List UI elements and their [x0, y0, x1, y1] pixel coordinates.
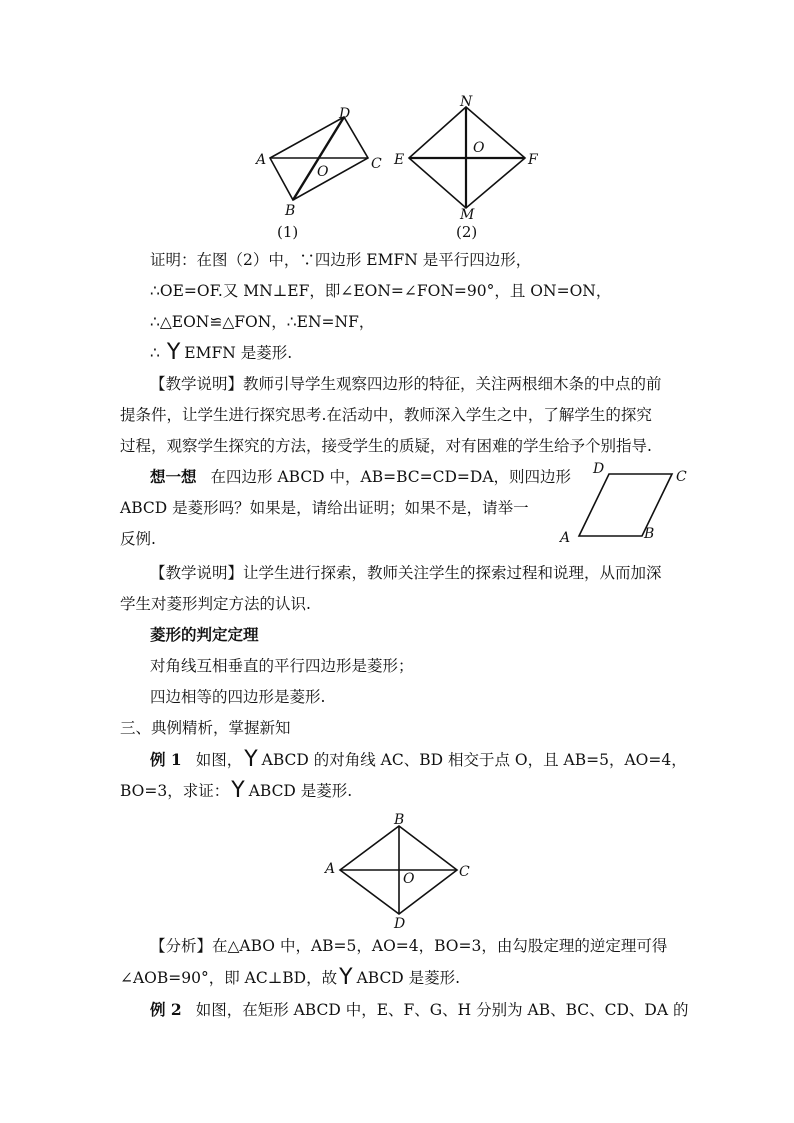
proof-line-3: ∴△EON≌△FON，∴EN=NF， — [150, 313, 375, 331]
label-b: B — [644, 526, 655, 542]
figure-caption-2: (2) — [456, 223, 478, 241]
label-a: A — [560, 530, 571, 546]
label-a: A — [325, 861, 336, 877]
think-line-2: ABCD 是菱形吗？如果是，请给出证明；如果不是，请举一 — [120, 499, 529, 517]
teaching-note-1-line-3: 过程，观察学生探究的方法，接受学生的质疑，对有困难的学生给予个别指导. — [120, 437, 652, 455]
label-d: D — [593, 461, 605, 477]
teaching-note-bracket: 【教学说明】 — [150, 564, 244, 582]
example-1-line-2 — [120, 780, 352, 802]
parallelogram-symbol: Y — [244, 747, 258, 772]
teaching-note-1-line-1 — [150, 373, 662, 395]
therefore-symbol: ∴ — [150, 344, 160, 362]
theorem-title: 菱形的判定定理 — [150, 625, 259, 644]
parallelogram-symbol: Y — [166, 340, 181, 365]
teaching-note-1-line-2: 提条件，让学生进行探究思考.在活动中，教师深入学生之中，了解学生的探究 — [120, 406, 652, 424]
label-e: E — [394, 152, 405, 168]
teaching-note-text: 教师引导学生观察四边形的特征，关注两根细木条的中点的前 — [243, 375, 662, 393]
example-1-text-d: ABCD 是菱形. — [248, 782, 353, 800]
analysis-text-a: ∠AOB=90°，即 AC⊥BD，故 — [120, 969, 338, 987]
think-line-1 — [150, 466, 571, 488]
theorem-item-2: 四边相等的四边形是菱形. — [150, 688, 326, 706]
example-1-line-1 — [150, 749, 687, 771]
think-title: 想一想 — [150, 467, 197, 486]
analysis-text: 在△ABO 中，AB=5，AO=4，BO=3，由勾股定理的逆定理可得 — [212, 937, 668, 955]
parallelogram-symbol: Y — [231, 778, 245, 803]
label-b: B — [394, 812, 405, 828]
label-o: O — [473, 140, 485, 156]
label-o: O — [403, 871, 415, 887]
figure-2-rhombus — [390, 92, 550, 242]
label-o: O — [317, 164, 329, 180]
proof-line-4 — [150, 342, 292, 364]
label-c: C — [371, 156, 382, 172]
example-1-text-c: BO=3，求证： — [120, 782, 230, 800]
analysis-bracket: 【分析】 — [150, 937, 213, 955]
teaching-note-2-line-1 — [150, 562, 662, 584]
example-2-text: 如图，在矩形 ABCD 中，E、F、G、H 分别为 AB、BC、CD、DA 的 — [195, 1001, 689, 1019]
analysis-line-1 — [150, 935, 667, 957]
example-1-figure-rhombus — [320, 810, 480, 935]
label-n: N — [460, 94, 473, 110]
label-f: F — [528, 152, 538, 168]
label-a: A — [256, 152, 267, 168]
theorem-item-1: 对角线互相垂直的平行四边形是菱形； — [150, 657, 414, 675]
example-1-text-b: ABCD 的对角线 AC、BD 相交于点 O，且 AB=5，AO=4， — [261, 751, 687, 769]
think-figure-quadrilateral — [555, 458, 695, 548]
label-d: D — [394, 916, 406, 932]
example-1-text-a: 如图， — [195, 751, 243, 769]
label-b: B — [285, 203, 296, 219]
think-text: 在四边形 ABCD 中，AB=BC=CD=DA，则四边形 — [210, 468, 572, 486]
example-1-label: 例 1 — [150, 750, 182, 769]
teaching-note-2-line-2: 学生对菱形判定方法的认识. — [120, 595, 311, 613]
example-2-line-1 — [150, 999, 688, 1021]
analysis-line-2 — [120, 967, 460, 989]
figure-caption-1: (1) — [277, 223, 299, 241]
section-3-heading: 三、典例精析，掌握新知 — [120, 719, 291, 737]
label-m: M — [460, 207, 475, 223]
proof-line-2: ∴OE=OF.又 MN⊥EF，即∠EON=∠FON=90°，且 ON=ON， — [150, 282, 612, 300]
label-c: C — [676, 469, 687, 485]
proof-line-1: 证明：在图（2）中，∵四边形 EMFN 是平行四边形， — [150, 251, 532, 269]
quad-abcd-outline — [579, 474, 672, 536]
parallelogram-symbol: Y — [339, 965, 353, 990]
teaching-note-text: 让学生进行探索，教师关注学生的探索过程和说理，从而加深 — [243, 564, 662, 582]
figure-1-quadrilateral — [250, 100, 390, 245]
example-2-label: 例 2 — [150, 1000, 182, 1019]
proof-conclusion: EMFN 是菱形. — [184, 344, 293, 362]
teaching-note-bracket: 【教学说明】 — [150, 375, 244, 393]
think-line-3: 反例. — [120, 530, 156, 548]
analysis-text-b: ABCD 是菱形. — [356, 969, 461, 987]
label-c: C — [459, 864, 470, 880]
label-d: D — [339, 106, 351, 122]
